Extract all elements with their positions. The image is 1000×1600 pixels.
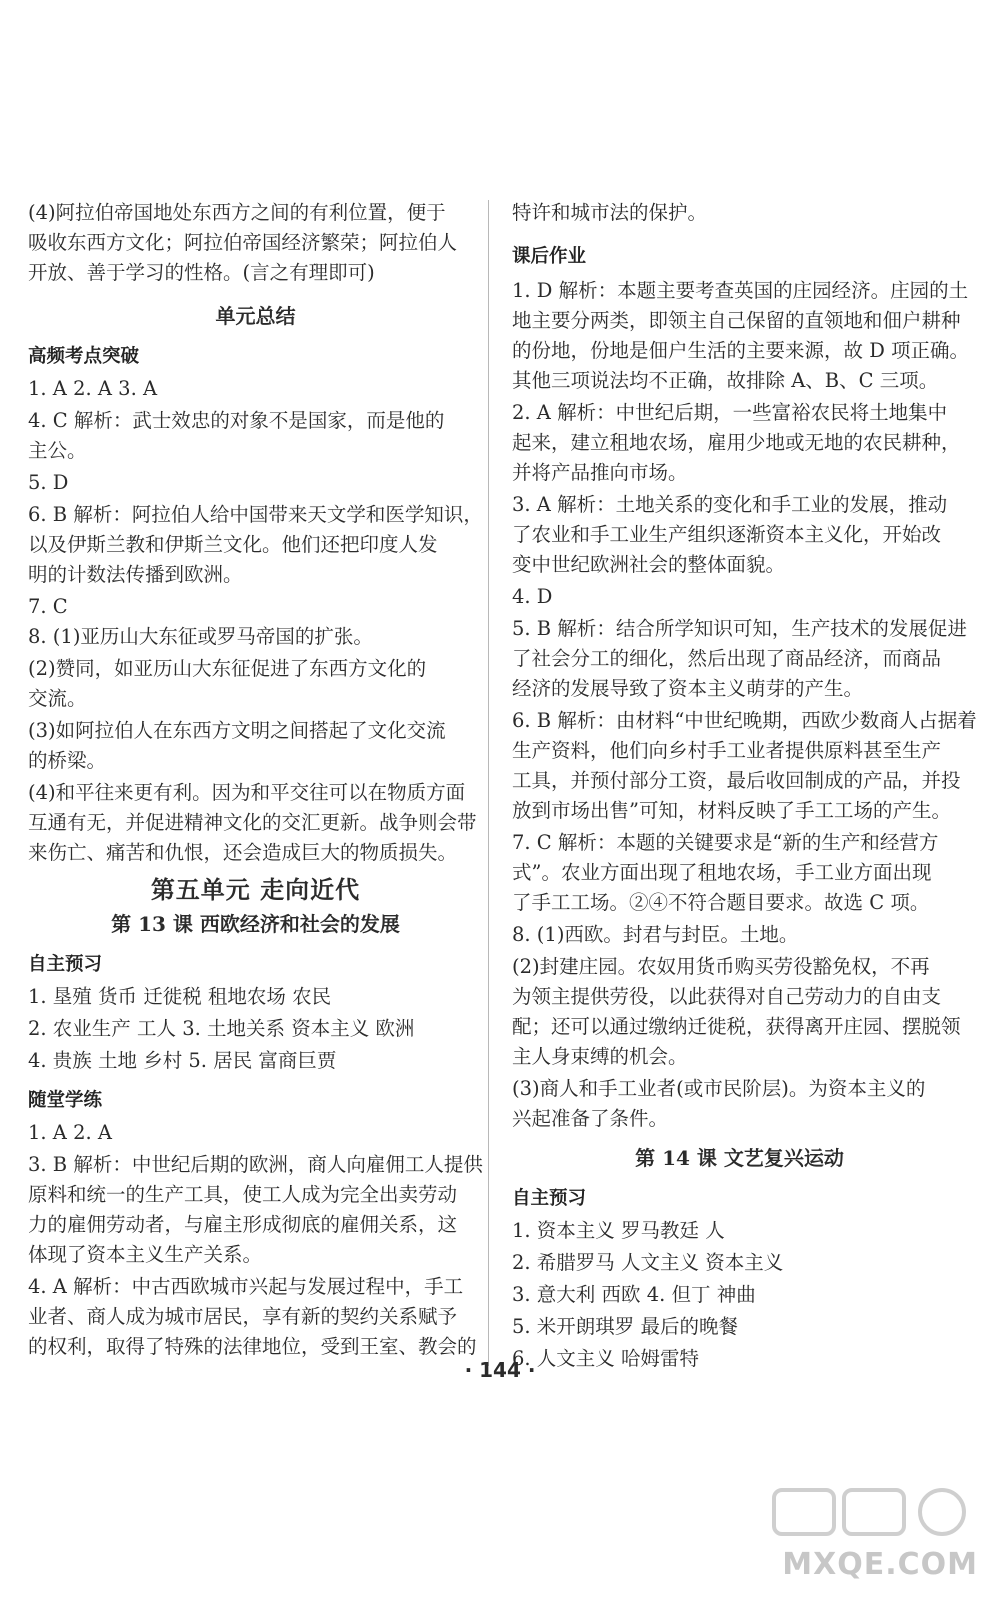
left-text-line: 来伤亡、痛苦和仇恨，还会造成巨大的物质损失。 bbox=[28, 841, 458, 864]
right-text-line: 5. B 解析：结合所学知识可知，生产技术的发展促进 bbox=[512, 617, 967, 640]
left-text-line: 明的计数法传播到欧洲。 bbox=[28, 563, 243, 586]
left-lesson-title: 单元总结 bbox=[215, 304, 296, 328]
left-unit-title: 第五单元 走向近代 bbox=[150, 875, 361, 904]
right-text-line: 的份地，份地是佃户生活的主要来源，故 D 项正确。 bbox=[512, 339, 970, 362]
left-text-line: 原料和统一的生产工具，使工人成为完全出卖劳动 bbox=[28, 1183, 458, 1206]
left-text-line: (4)阿拉伯帝国地处东西方之间的有利位置，便于 bbox=[28, 201, 446, 224]
right-text-line: 式”。农业方面出现了租地农场，手工业方面出现 bbox=[512, 861, 932, 884]
right-text-line: 特许和城市法的保护。 bbox=[512, 201, 708, 224]
left-text-line: 1. 垦殖 货币 迁徙税 租地农场 农民 bbox=[28, 985, 332, 1008]
right-text-line: 7. C 解析：本题的关键要求是“新的生产和经营方 bbox=[512, 831, 939, 854]
right-text-line: 1. D 解析：本题主要考查英国的庄园经济。庄园的土 bbox=[512, 279, 969, 302]
right-text-line: 3. A 解析：土地关系的变化和手工业的发展，推动 bbox=[512, 493, 948, 516]
right-text-line: 6. 人文主义 哈姆雷特 bbox=[512, 1347, 700, 1370]
left-text-line: 5. D bbox=[28, 471, 69, 494]
right-text-line: 经济的发展导致了资本主义萌芽的产生。 bbox=[512, 677, 864, 700]
left-text-line: 主公。 bbox=[28, 439, 87, 462]
right-text-line: 放到市场出售”可知，材料反映了手工工场的产生。 bbox=[512, 799, 951, 822]
right-text-line: 1. 资本主义 罗马教廷 人 bbox=[512, 1219, 725, 1242]
left-text-line: 的桥梁。 bbox=[28, 749, 107, 772]
right-text-line: 起来，建立租地农场，雇用少地或无地的农民耕种， bbox=[512, 431, 961, 454]
right-text-line: 了农业和手工业生产组织逐渐资本主义化，开始改 bbox=[512, 523, 942, 546]
right-lesson-title: 第 14 课 文艺复兴运动 bbox=[635, 1146, 844, 1170]
left-text-line: 业者、商人成为城市居民，享有新的契约关系赋予 bbox=[28, 1305, 458, 1328]
right-text-line: 4. D bbox=[512, 585, 553, 608]
left-text-line: 4. 贵族 土地 乡村 5. 居民 富商巨贾 bbox=[28, 1049, 337, 1072]
watermark-text: MXQE.COM bbox=[782, 1547, 978, 1582]
left-text-line: 4. C 解析：武士效忠的对象不是国家，而是他的 bbox=[28, 409, 445, 432]
left-text-line: 2. 农业生产 工人 3. 土地关系 资本主义 欧洲 bbox=[28, 1017, 415, 1040]
right-text-line: 2. A 解析：中世纪后期，一些富裕农民将土地集中 bbox=[512, 401, 948, 424]
left-text-line: 交流。 bbox=[28, 687, 87, 710]
right-text-line: (3)商人和手工业者(或市民阶层)。为资本主义的 bbox=[512, 1077, 926, 1100]
right-text-line: 生产资料，他们向乡村手工业者提供原料甚至生产 bbox=[512, 739, 942, 762]
left-text-line: 体现了资本主义生产关系。 bbox=[28, 1243, 263, 1266]
right-text-line: 其他三项说法均不正确，故排除 A、B、C 三项。 bbox=[512, 369, 939, 392]
left-text-line: (3)如阿拉伯人在东西方文明之间搭起了文化交流 bbox=[28, 719, 446, 742]
left-text-line: (4)和平往来更有利。因为和平交往可以在物质方面 bbox=[28, 781, 466, 804]
left-text-line: 7. C bbox=[28, 595, 68, 618]
left-text-line: 力的雇佣劳动者，与雇主形成彻底的雇佣关系，这 bbox=[28, 1213, 458, 1236]
right-text-line: 3. 意大利 西欧 4. 但丁 神曲 bbox=[512, 1283, 756, 1306]
right-text-line: 变中世纪欧洲社会的整体面貌。 bbox=[512, 553, 786, 576]
right-text-line: 地主要分两类，即领主自己保留的直领地和佃户耕种 bbox=[512, 309, 961, 332]
right-text-line: 配；还可以通过缴纳迁徙税，获得离开庄园、摆脱领 bbox=[512, 1015, 961, 1038]
left-section-heading: 高频考点突破 bbox=[28, 346, 140, 367]
right-text-line: 并将产品推向市场。 bbox=[512, 461, 688, 484]
left-text-line: 以及伊斯兰教和伊斯兰文化。他们还把印度人发 bbox=[28, 533, 438, 556]
left-text-line: 的权利，取得了特殊的法律地位，受到王室、教会的 bbox=[28, 1335, 477, 1358]
left-lesson-title: 第 13 课 西欧经济和社会的发展 bbox=[111, 912, 400, 936]
right-text-line: 5. 米开朗琪罗 最后的晚餐 bbox=[512, 1315, 739, 1338]
right-section-heading: 自主预习 bbox=[512, 1188, 587, 1209]
left-text-line: (2)赞同，如亚历山大东征促进了东西方文化的 bbox=[28, 657, 427, 680]
right-text-line: 为领主提供劳役，以此获得对自己劳动力的自由支 bbox=[512, 985, 942, 1008]
right-text-line: 工具，并预付部分工资，最后收回制成的产品，并投 bbox=[512, 769, 961, 792]
left-text-line: 开放、善于学习的性格。(言之有理即可) bbox=[28, 261, 375, 284]
right-text-line: 2. 希腊罗马 人文主义 资本主义 bbox=[512, 1251, 784, 1274]
left-text-line: 4. A 解析：中古西欧城市兴起与发展过程中，手工 bbox=[28, 1275, 464, 1298]
left-text-line: 6. B 解析：阿拉伯人给中国带来天文学和医学知识， bbox=[28, 503, 483, 526]
right-text-line: 6. B 解析：由材料“中世纪晚期，西欧少数商人占据着 bbox=[512, 709, 977, 732]
right-text-line: (2)封建庄园。农奴用货币购买劳役豁免权，不再 bbox=[512, 955, 930, 978]
page-number: · 144 · bbox=[464, 1358, 536, 1382]
left-text-line: 1. A 2. A bbox=[28, 1121, 112, 1144]
left-text-line: 3. B 解析：中世纪后期的欧洲，商人向雇佣工人提供 bbox=[28, 1153, 483, 1176]
left-text-line: 8. (1)亚历山大东征或罗马帝国的扩张。 bbox=[28, 625, 373, 648]
right-text-line: 8. (1)西欧。封君与封臣。土地。 bbox=[512, 923, 799, 946]
left-text-line: 互通有无，并促进精神文化的交汇更新。战争则会带 bbox=[28, 811, 477, 834]
column-divider bbox=[488, 200, 489, 1366]
right-text-line: 了社会分工的细化，然后出现了商品经济，而商品 bbox=[512, 647, 942, 670]
left-text-line: 1. A 2. A 3. A bbox=[28, 377, 158, 400]
right-text-line: 兴起准备了条件。 bbox=[512, 1107, 669, 1130]
left-section-heading: 自主预习 bbox=[28, 954, 103, 975]
right-text-line: 主人身束缚的机会。 bbox=[512, 1045, 688, 1068]
left-section-heading: 随堂学练 bbox=[28, 1090, 103, 1111]
right-text-line: 了手工工场。②④不符合题目要求。故选 C 项。 bbox=[512, 891, 930, 914]
left-text-line: 吸收东西方文化；阿拉伯帝国经济繁荣；阿拉伯人 bbox=[28, 231, 458, 254]
right-section-heading: 课后作业 bbox=[512, 246, 587, 267]
